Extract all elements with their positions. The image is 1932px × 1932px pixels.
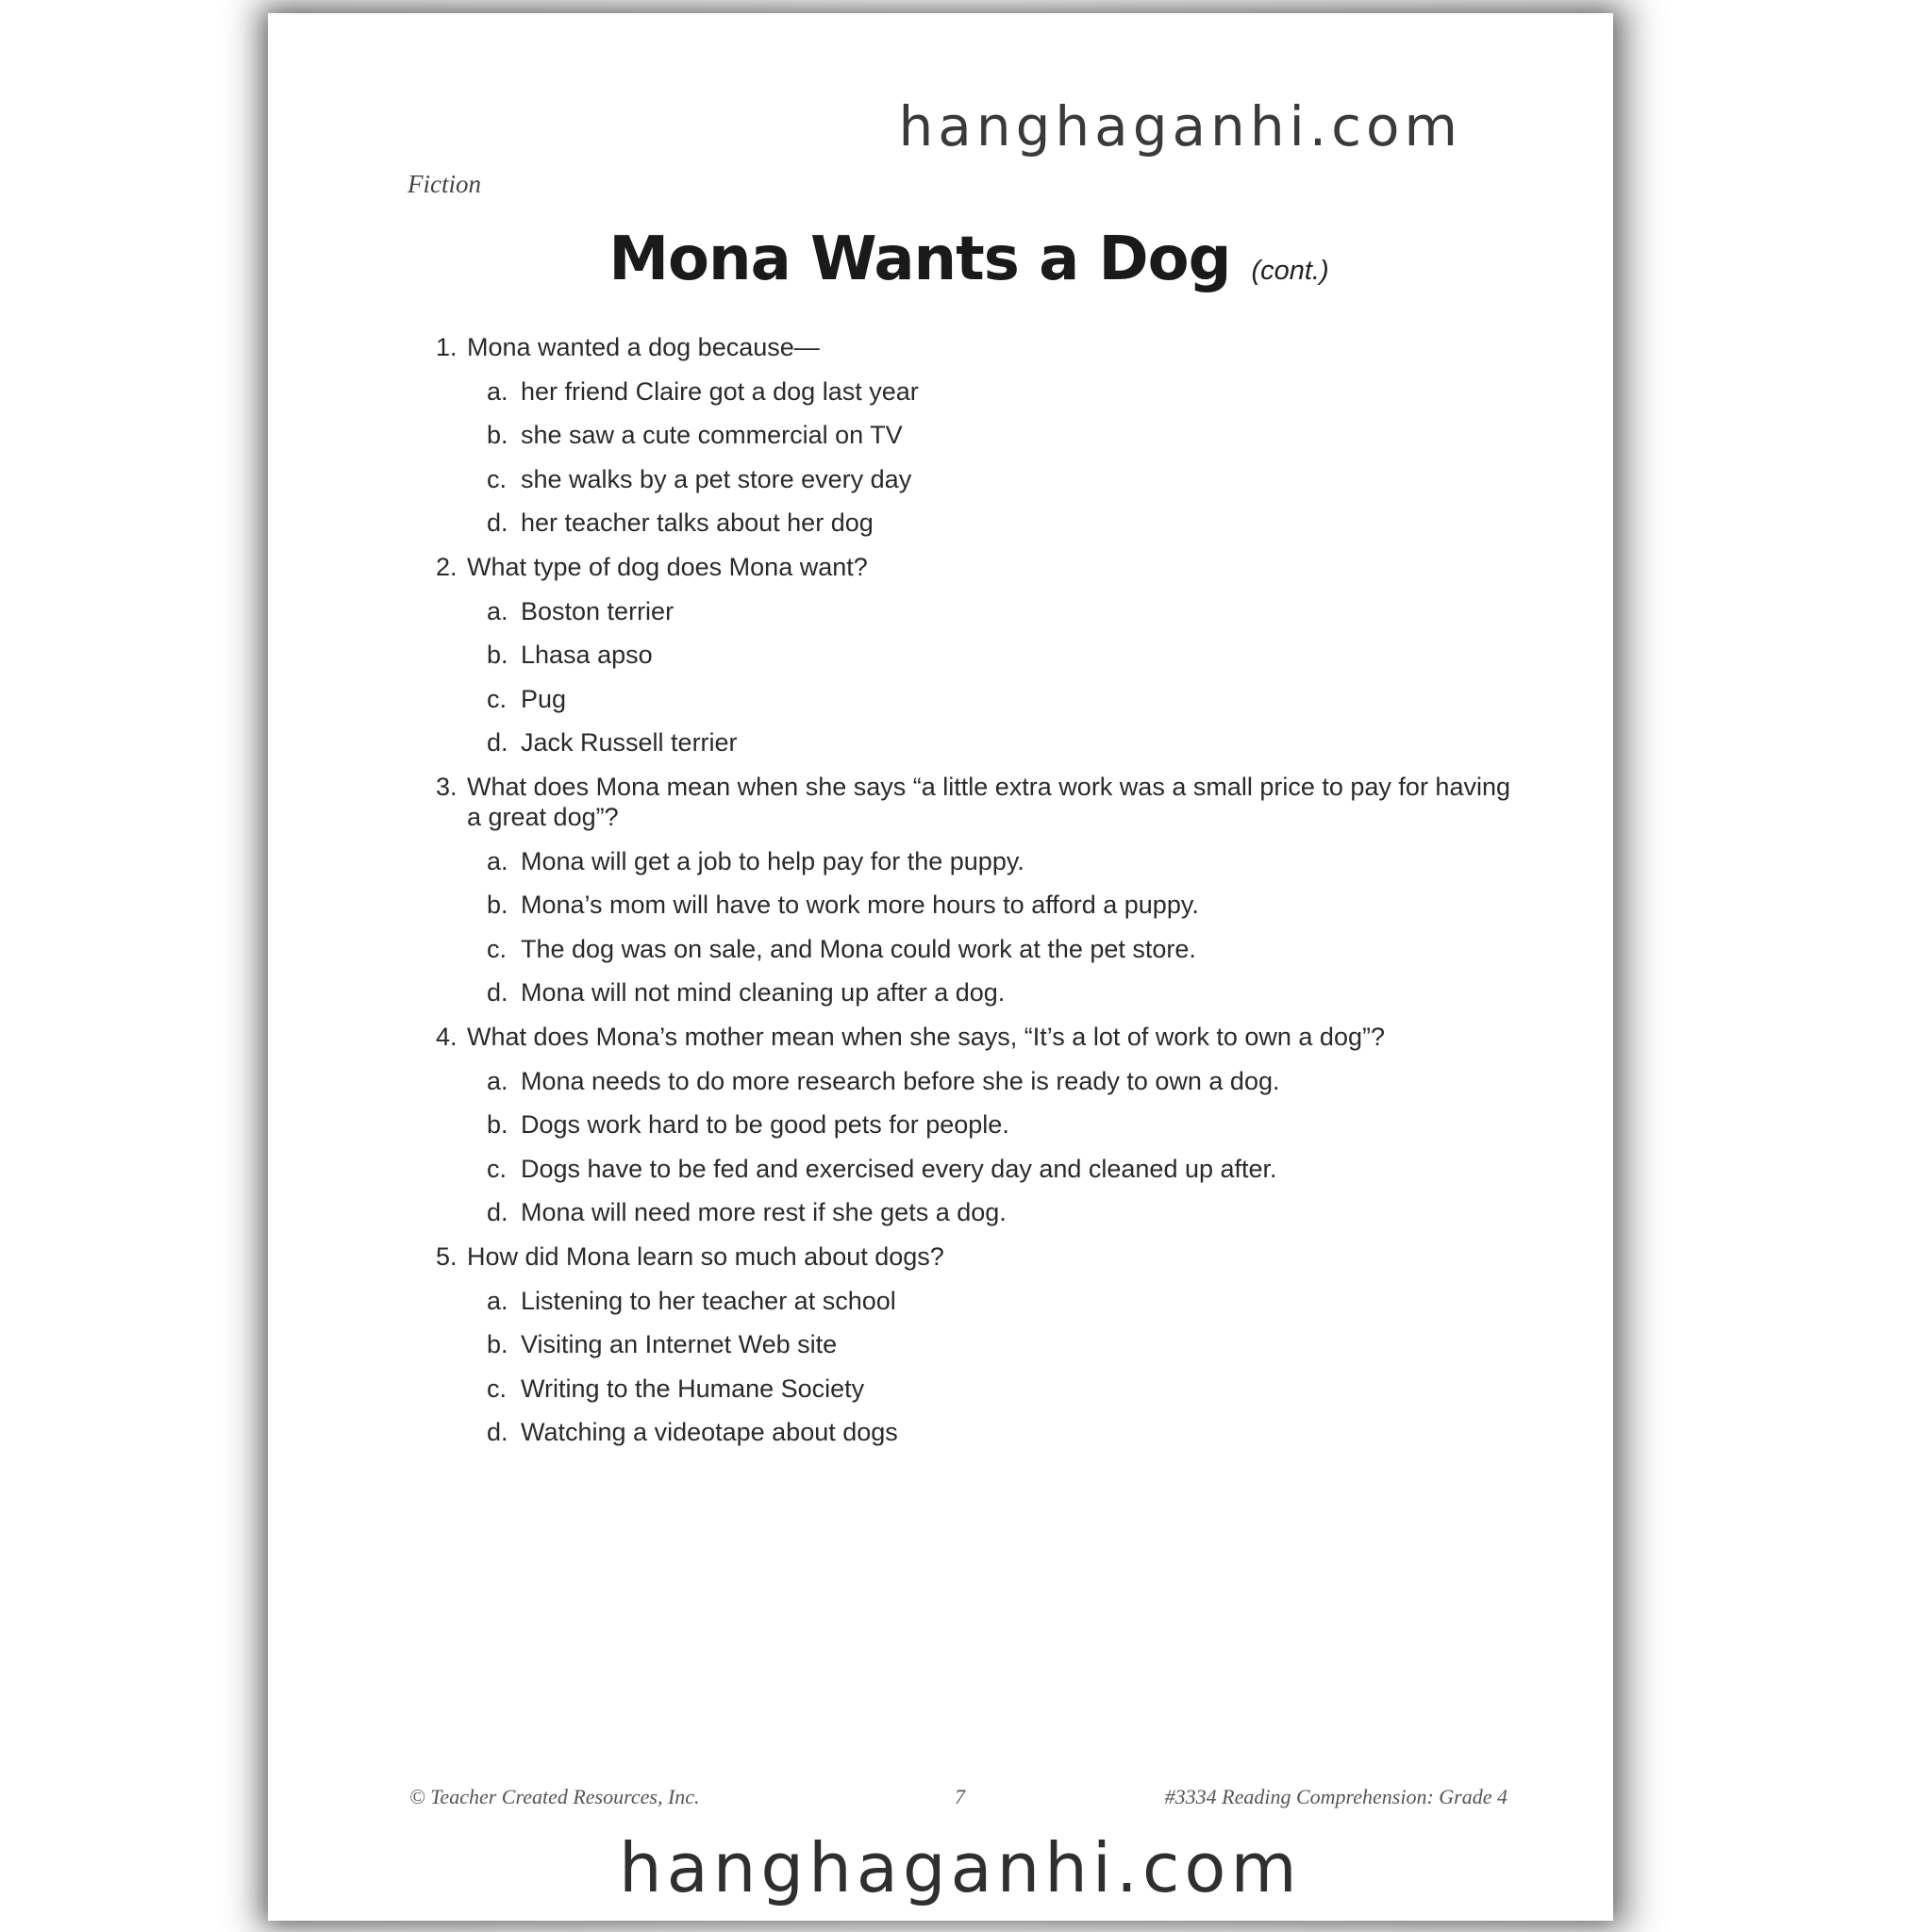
option-text: Mona will get a job to help pay for the puppy. xyxy=(521,846,1024,875)
option-letter: c. xyxy=(487,1374,508,1403)
option-letter: d. xyxy=(487,508,508,537)
option-text: Mona needs to do more research before she is ready to own a dog. xyxy=(521,1066,1280,1095)
option-text: her teacher talks about her dog xyxy=(521,508,874,537)
option-letter: c. xyxy=(487,684,508,713)
answer-option xyxy=(487,890,1521,920)
footer-book-title: #3334 Reading Comprehension: Grade 4 xyxy=(1164,1785,1507,1808)
option-text: Dogs have to be fed and exercised every day and cleaned up after. xyxy=(521,1154,1277,1183)
option-text: Listening to her teacher at school xyxy=(521,1286,896,1315)
answer-option xyxy=(487,376,1521,407)
option-text: Jack Russell terrier xyxy=(521,728,738,757)
watermark-bottom: hanghaganhi.com xyxy=(619,1828,1302,1907)
option-text: she walks by a pet store every day xyxy=(521,464,912,493)
option-letter: d. xyxy=(487,1198,508,1226)
answer-option xyxy=(487,1329,1521,1359)
answer-option xyxy=(487,1066,1521,1096)
answer-option xyxy=(487,464,1521,494)
footer-copyright: © Teacher Created Resources, Inc. xyxy=(409,1785,700,1808)
footer-page-number: 7 xyxy=(955,1785,965,1808)
option-letter: b. xyxy=(487,891,508,919)
answer-option xyxy=(487,977,1521,1008)
question xyxy=(436,772,1521,1008)
option-text: Visiting an Internet Web site xyxy=(521,1330,838,1358)
answer-option xyxy=(487,420,1521,450)
option-letter: c. xyxy=(487,934,508,963)
answer-option xyxy=(487,727,1521,758)
answer-option xyxy=(487,1286,1521,1316)
question-number: 1. xyxy=(436,333,458,361)
option-text: Pug xyxy=(521,684,567,713)
question-text: What does Mona’s mother mean when she says, “It’s a lot of work to own a dog”? xyxy=(467,1023,1385,1051)
section-label: Fiction xyxy=(408,170,481,198)
question-number: 2. xyxy=(436,553,458,581)
option-text: Mona will not mind cleaning up after a dog. xyxy=(521,978,1006,1007)
answer-option xyxy=(487,846,1521,876)
question-text: How did Mona learn so much about dogs? xyxy=(467,1242,944,1271)
option-letter: c. xyxy=(487,1154,508,1183)
option-letter: c. xyxy=(487,464,508,493)
question-number: 5. xyxy=(436,1242,458,1271)
question xyxy=(436,552,1521,758)
worksheet-page xyxy=(268,13,1613,1921)
question-number: 4. xyxy=(436,1023,458,1051)
answer-option xyxy=(487,508,1521,538)
answer-option xyxy=(487,1154,1521,1184)
watermark-top: hanghaganhi.com xyxy=(898,94,1462,158)
option-text: her friend Claire got a dog last year xyxy=(521,376,919,406)
question-text: Mona wanted a dog because— xyxy=(467,333,820,361)
option-letter: d. xyxy=(487,1418,508,1446)
option-text: Writing to the Humane Society xyxy=(521,1374,865,1403)
answer-option xyxy=(487,1417,1521,1447)
option-letter: b. xyxy=(487,1110,508,1139)
option-letter: d. xyxy=(487,978,508,1007)
option-text: Watching a videotape about dogs xyxy=(521,1418,898,1446)
answer-option xyxy=(487,1197,1521,1227)
question xyxy=(436,1022,1521,1227)
option-text: The dog was on sale, and Mona could work at the pet store. xyxy=(521,934,1196,963)
option-text: Boston terrier xyxy=(521,596,675,625)
answer-option xyxy=(487,1374,1521,1404)
option-letter: a. xyxy=(487,1286,508,1315)
option-letter: d. xyxy=(487,728,508,757)
answer-option xyxy=(487,934,1521,964)
question-number: 3. xyxy=(436,773,458,801)
option-text: Dogs work hard to be good pets for people. xyxy=(521,1110,1009,1139)
option-text: Lhasa apso xyxy=(521,641,653,669)
option-letter: a. xyxy=(487,1066,508,1095)
answer-option xyxy=(487,640,1521,670)
question xyxy=(436,1241,1521,1447)
option-text: Mona’s mom will have to work more hours to afford a puppy. xyxy=(521,891,1199,919)
answer-option xyxy=(487,684,1521,714)
option-letter: b. xyxy=(487,641,508,669)
answer-option xyxy=(487,596,1521,626)
option-letter: b. xyxy=(487,1330,508,1358)
question-list xyxy=(436,332,1521,1461)
answer-option xyxy=(487,1109,1521,1140)
option-letter: a. xyxy=(487,376,508,406)
page-title: Mona Wants a Dog xyxy=(608,225,1231,294)
question-text: What does Mona mean when she says “a little extra work was a small price to pay for having a great dog”? xyxy=(467,773,1510,831)
option-letter: b. xyxy=(487,421,508,449)
option-letter: a. xyxy=(487,846,508,875)
question xyxy=(436,332,1521,538)
option-text: she saw a cute commercial on TV xyxy=(521,421,903,449)
title-suffix: (cont.) xyxy=(1251,256,1329,286)
question-text: What type of dog does Mona want? xyxy=(467,553,868,581)
option-letter: a. xyxy=(487,596,508,625)
option-text: Mona will need more rest if she gets a dog. xyxy=(521,1198,1007,1226)
title-row xyxy=(268,225,1613,294)
